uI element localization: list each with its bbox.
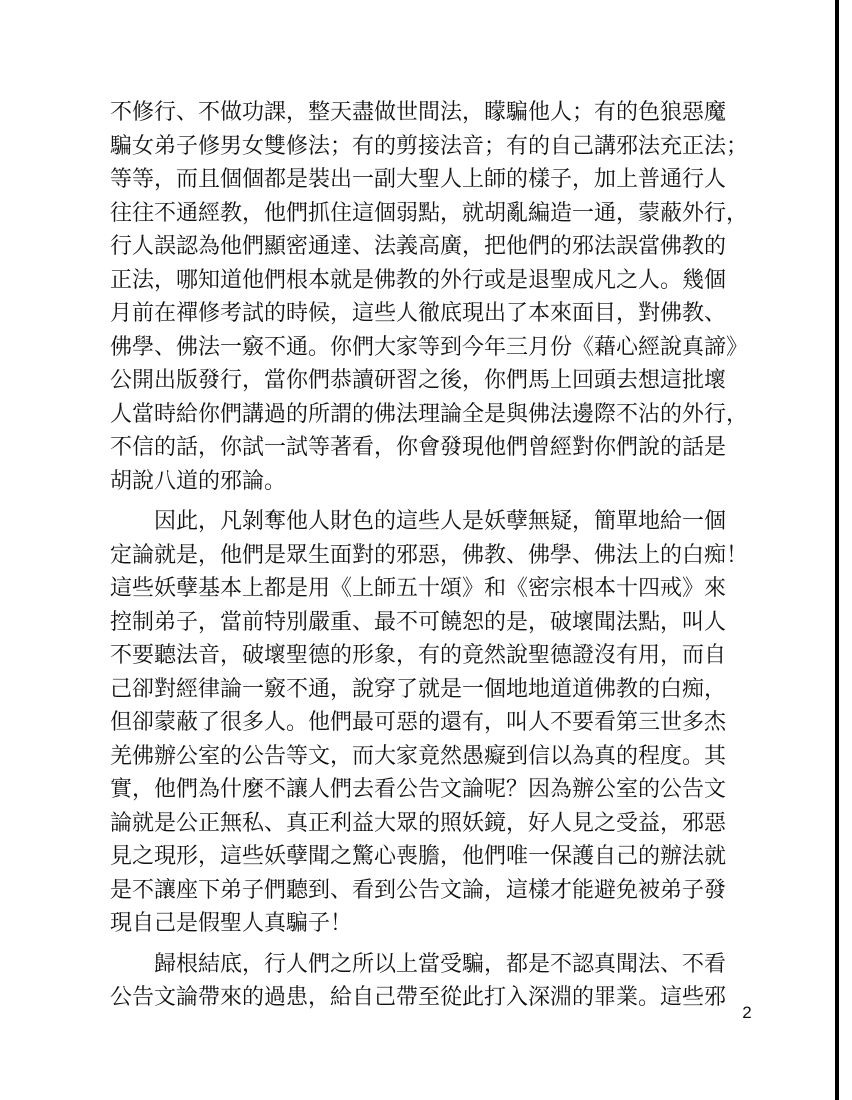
text-line: 行人誤認為他們顯密通達、法義高廣，把他們的邪法誤當佛教的 <box>110 234 727 259</box>
text-line: 這些妖孽基本上都是用《上師五十頌》和《密宗根本十四戒》來 <box>110 576 727 601</box>
text-line: 騙女弟子修男女雙修法；有的剪接法音；有的自己講邪法充正法； <box>110 133 749 159</box>
text-line: 胡說八道的邪論。 <box>110 468 287 494</box>
text-line: 不要聽法音，破壞聖德的形象，有的竟然說聖德證沒有用，而自 <box>110 643 727 668</box>
text-line: 因此，凡剝奪他人財色的這些人是妖孽無疑，簡單地給一個 <box>110 509 727 534</box>
text-line: 公告文論帶來的過患，給自己帶至從此打入深淵的罪業。這些邪 <box>110 985 727 1010</box>
text-line: 等等，而且個個都是裝出一副大聖人上師的樣子，加上普通行人 <box>110 167 727 192</box>
text-line: 實，他們為什麼不讓人們去看公告文論呢？因為辦公室的公告文 <box>110 777 727 802</box>
text-line: 但卻蒙蔽了很多人。他們最可惡的還有，叫人不要看第三世多杰 <box>110 710 727 735</box>
text-line: 正法，哪知道他們根本就是佛教的外行或是退聖成凡之人。幾個 <box>110 267 727 293</box>
text-line: 見之現形，這些妖孽聞之驚心喪膽，他們唯一保護自己的辦法就 <box>110 844 727 869</box>
paragraph-1 <box>110 96 770 498</box>
text-line: 公開出版發行，當你們恭讀研習之後，你們馬上回頭去想這批壞 <box>110 368 727 393</box>
text-line: 定論就是，他們是眾生面對的邪惡，佛教、佛學、佛法上的白痴！ <box>110 542 749 568</box>
text-line: 佛學、佛法一竅不通。你們大家等到今年三月份《藉心經說真諦》 <box>110 334 749 360</box>
body-text <box>110 96 770 1015</box>
page-number: 2 <box>742 1003 752 1022</box>
paragraph-2 <box>110 505 770 941</box>
paragraph-spacer <box>110 498 770 505</box>
text-line: 羌佛辦公室的公告等文，而大家竟然愚癡到信以為真的程度。其 <box>110 743 727 769</box>
paragraph-spacer <box>110 941 770 948</box>
text-line: 論就是公正無私、真正利益大眾的照妖鏡，好人見之受益，邪惡 <box>110 810 727 836</box>
text-line: 己卻對經律論一竅不通，說穿了就是一個地地道道佛教的白痴， <box>110 676 727 702</box>
text-line: 歸根結底，行人們之所以上當受騙，都是不認真聞法、不看 <box>110 951 727 977</box>
text-line: 人當時給你們講過的所謂的佛法理論全是與佛法邊際不沾的外行， <box>110 401 749 427</box>
text-line: 月前在禪修考試的時候，這些人徹底現出了本來面目，對佛教、 <box>110 301 727 326</box>
text-line: 現自己是假聖人真騙子！ <box>110 911 353 936</box>
page-border <box>835 0 839 1100</box>
text-line: 往往不通經教，他們抓住這個弱點，就胡亂編造一通，蒙蔽外行， <box>110 200 749 226</box>
text-line: 不信的話，你試一試等著看，你會發現他們曾經對你們說的話是 <box>110 435 727 460</box>
paragraph-3 <box>110 948 770 1015</box>
text-line: 不修行、不做功課，整天盡做世間法，矇騙他人；有的色狼惡魔 <box>110 100 727 125</box>
text-line: 控制弟子，當前特別嚴重、最不可饒恕的是，破壞聞法點，叫人 <box>110 609 727 635</box>
text-line: 是不讓座下弟子們聽到、看到公告文論，這樣才能避免被弟子發 <box>110 877 727 903</box>
